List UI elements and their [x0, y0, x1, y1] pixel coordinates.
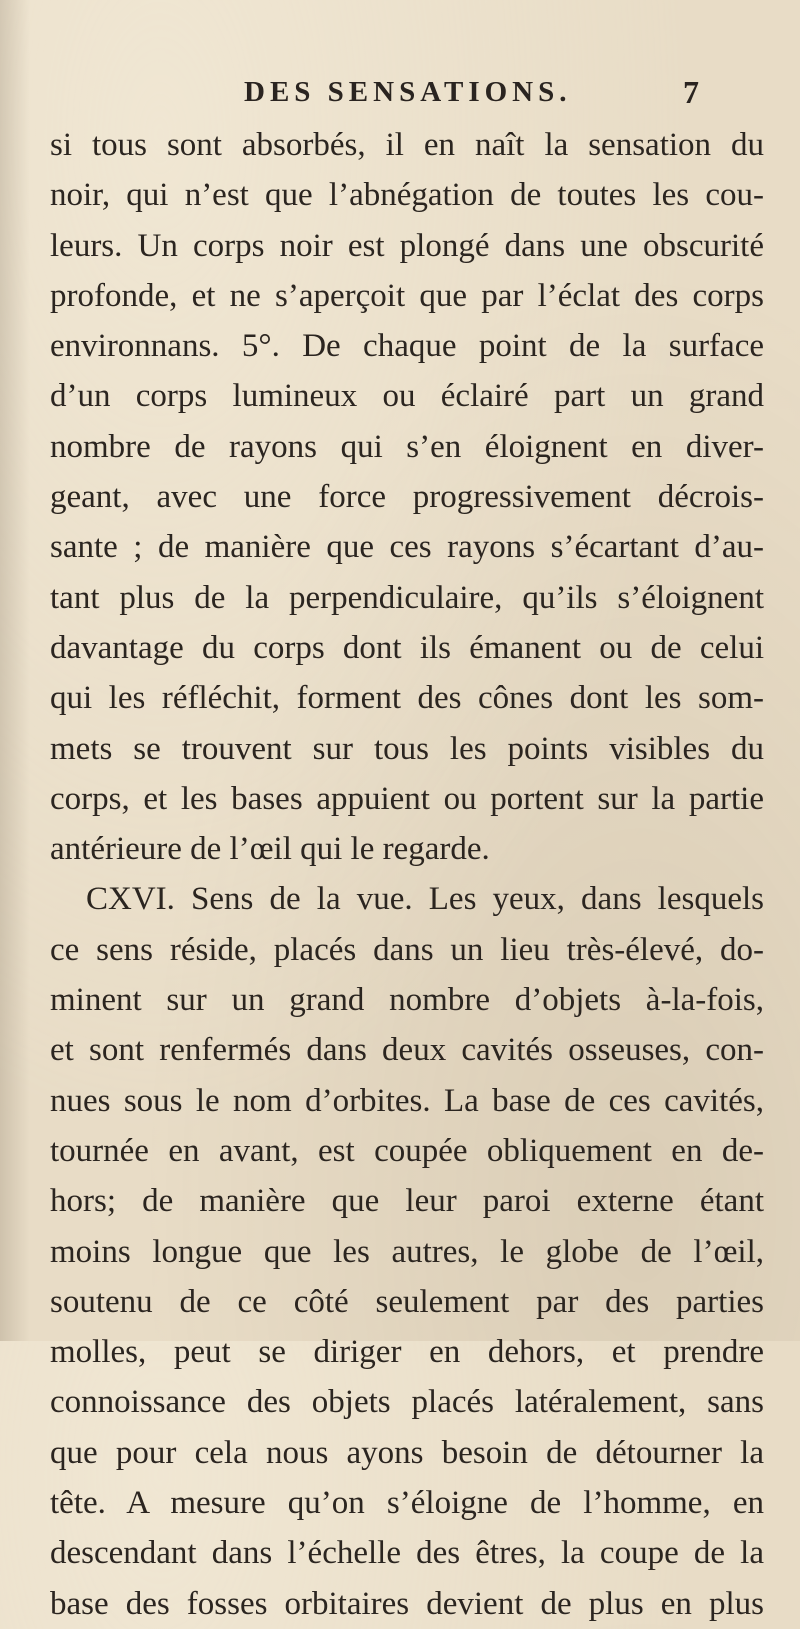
text-line: nombre de rayons qui s’en éloignent en diver-	[50, 428, 764, 465]
text-line: molles, peut se diriger en dehors, et prendre	[50, 1334, 764, 1371]
text-line: moins longue que les autres, le globe de l’œil,	[50, 1233, 764, 1270]
text-line: profonde, et ne s’aperçoit que par l’éclat des corps	[50, 277, 764, 314]
text-line: et sont renfermés dans deux cavités osseuses, con-	[50, 1032, 764, 1069]
section-heading-line: CXVI. Sens de la vue. Les yeux, dans lesquels	[86, 881, 764, 918]
text-line: antérieure de l’œil qui le regarde.	[50, 831, 490, 868]
text-line: hors; de manière que leur paroi externe étant	[50, 1183, 764, 1220]
text-line: qui les réfléchit, forment des cônes dont les som-	[50, 680, 764, 717]
text-line: ce sens réside, placés dans un lieu très-élevé, do-	[50, 931, 764, 968]
text-line: davantage du corps dont ils émanent ou de celui	[50, 629, 764, 666]
text-line: noir, qui n’est que l’abnégation de toutes les cou-	[50, 177, 764, 214]
text-line: tant plus de la perpendiculaire, qu’ils s’éloignent	[50, 579, 764, 616]
text-line: si tous sont absorbés, il en naît la sensation du	[50, 127, 764, 163]
text-line: minent sur un grand nombre d’objets à-la-fois,	[50, 982, 764, 1019]
text-line: corps, et les bases appuient ou portent sur la partie	[50, 780, 764, 817]
page-number: 7	[683, 74, 699, 110]
running-head-title: DES SENSATIONS.	[244, 76, 572, 108]
running-head	[0, 76, 800, 116]
text-line: descendant dans l’échelle des êtres, la coupe de la	[50, 1535, 764, 1572]
text-line: environnans. 5°. De chaque point de la surface	[50, 328, 764, 365]
text-line: nues sous le nom d’orbites. La base de ces cavités,	[50, 1082, 764, 1119]
text-line: connoissance des objets placés latéralement, sans	[50, 1384, 764, 1421]
text-line: sante ; de manière que ces rayons s’écartant d’au-	[50, 529, 764, 566]
text-line: d’un corps lumineux ou éclairé part un grand	[50, 378, 764, 415]
text-line: soutenu de ce côté seulement par des parties	[50, 1283, 764, 1320]
body-text	[50, 120, 764, 1629]
text-line: geant, avec une force progressivement décrois-	[50, 479, 764, 516]
text-line: tournée en avant, est coupée obliquement en de-	[50, 1132, 764, 1169]
text-line: leurs. Un corps noir est plongé dans une obscurité	[50, 227, 764, 264]
text-line: tête. A mesure qu’on s’éloigne de l’homme, en	[50, 1485, 764, 1522]
text-line: mets se trouvent sur tous les points visibles du	[50, 730, 764, 767]
page-gutter-shadow	[0, 0, 30, 1341]
text-line: base des fosses orbitaires devient de plus en plus	[50, 1585, 764, 1622]
text-line: que pour cela nous ayons besoin de détourner la	[50, 1434, 764, 1471]
